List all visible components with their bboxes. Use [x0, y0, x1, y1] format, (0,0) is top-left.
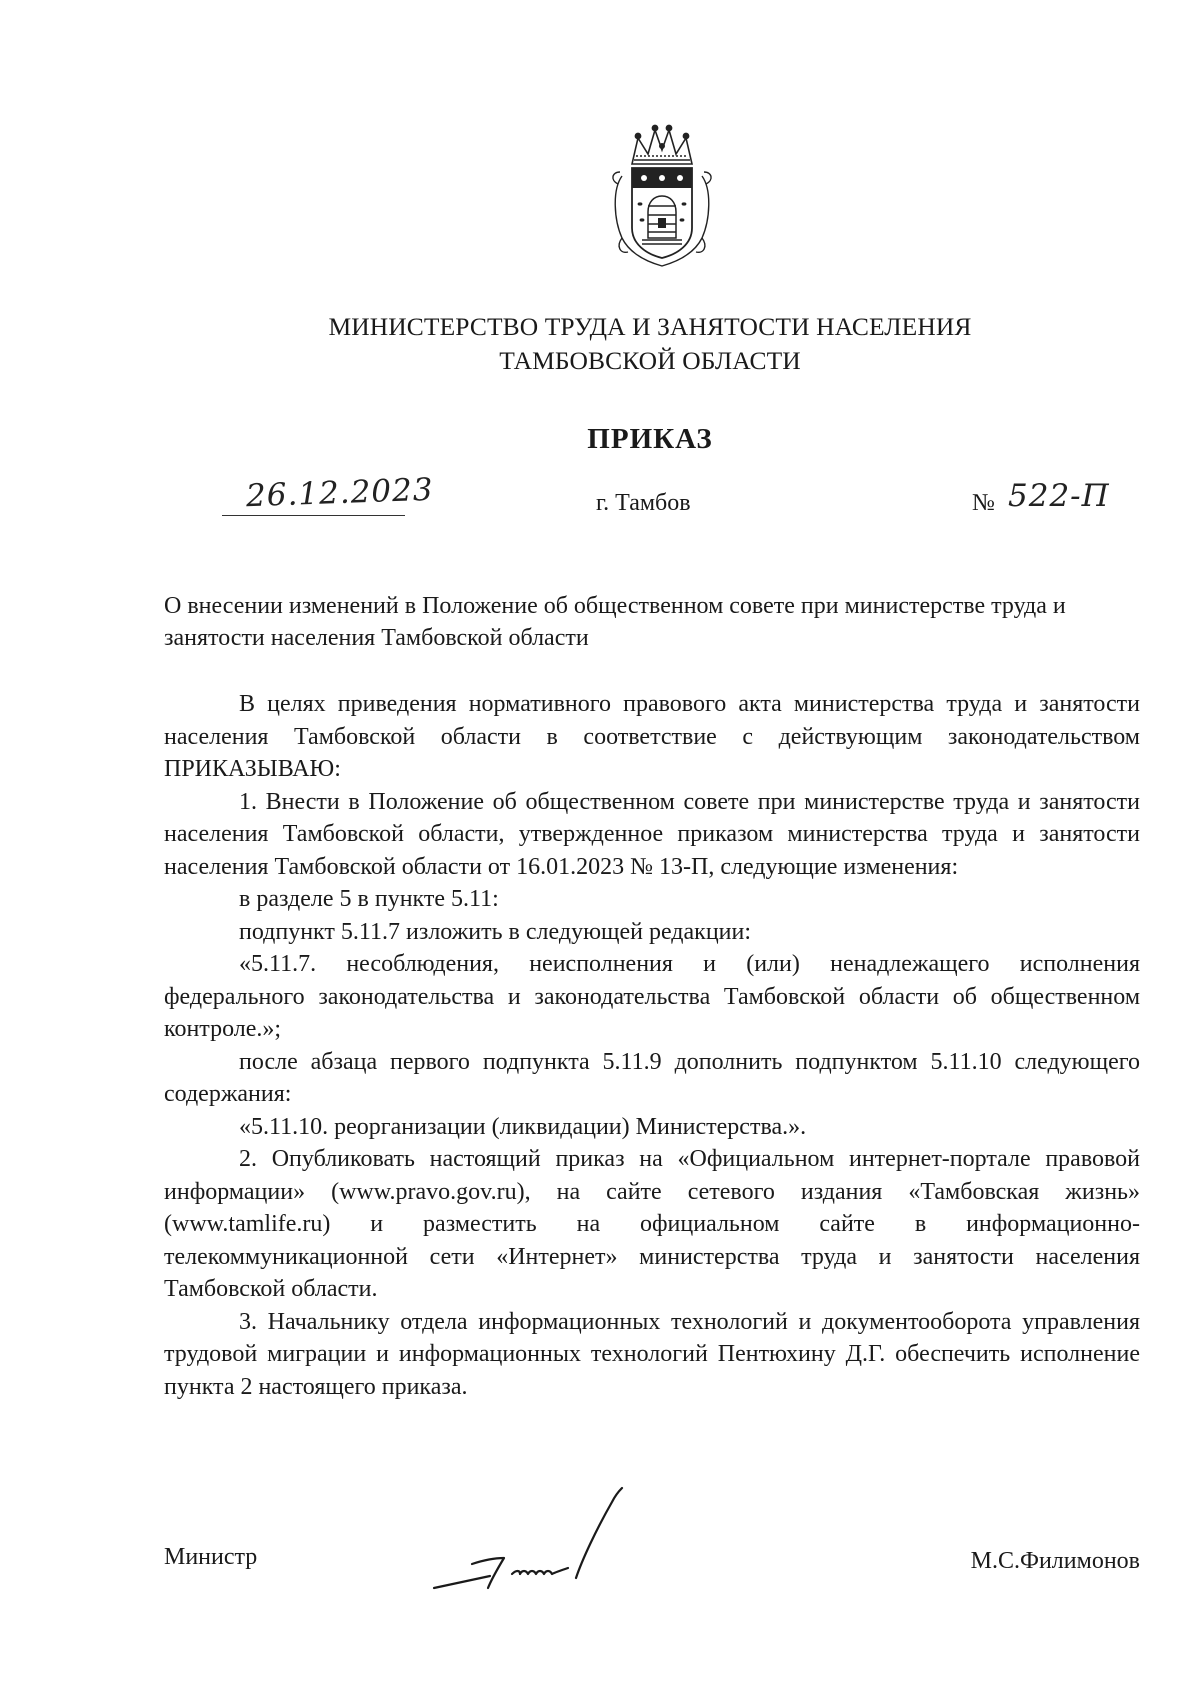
ministry-name-line1: МИНИСТЕРСТВО ТРУДА И ЗАНЯТОСТИ НАСЕЛЕНИЯ: [328, 312, 972, 341]
ministry-name-line2: ТАМБОВСКОЙ ОБЛАСТИ: [499, 346, 801, 375]
signature-block: [164, 1530, 1140, 1610]
body-paragraph: подпункт 5.11.7 изложить в следующей редакции:: [239, 918, 752, 945]
body-paragraph: «5.11.10. реорганизации (ликвидации) Министерства.».: [239, 1113, 807, 1140]
body-paragraph: после абзаца первого подпункта 5.11.9 дополнить подпунктом 5.11.10 следующего содержания:: [164, 1048, 1140, 1107]
document-city: г. Тамбов: [596, 490, 691, 516]
body-paragraph: 1. Внести в Положение об общественном совете при министерстве труда и занятости населения Тамбовской области, утвержденное приказом министерства труда и занятости населения Тамбовской области от 16.01.2023 № 13-П, следующие изменения:: [164, 788, 1140, 880]
signatory-role: Министр: [164, 1544, 258, 1570]
signatory-name: М.С.Филимонов: [970, 1548, 1140, 1574]
handwritten-signature-icon: [432, 1480, 662, 1600]
body-paragraph: 2. Опубликовать настоящий приказ на «Официальном интернет-портале правовой информации» (www.pravo.gov.ru), на сайте сетевого издания «Тамбовская жизнь» (www.tamlife.ru) и разместить на официальном сайте в информационно-телекоммуникационной сети «Интернет» министерства труда и занятости населения Тамбовской области.: [164, 1146, 1140, 1302]
document-date: 26.12.2023: [245, 471, 435, 515]
body-paragraph: 3. Начальнику отдела информационных технологий и документооборота управления трудовой миграции и информационных технологий Пентюхину Д.Г. обеспечить исполнение пункта 2 настоящего приказа.: [164, 1308, 1140, 1400]
body-paragraph: в разделе 5 в пункте 5.11:: [239, 886, 499, 912]
ministry-name: [150, 310, 1150, 378]
document-subject: О внесении изменений в Положение об общественном совете при министерстве труда и занятости населения Тамбовской области: [164, 593, 1066, 651]
number-sign: №: [972, 490, 995, 516]
body-paragraph: «5.11.7. несоблюдения, неисполнения и (или) ненадлежащего исполнения федерального законодательства и законодательства Тамбовской области об общественном контроле.»;: [164, 951, 1140, 1042]
body-paragraph: В целях приведения нормативного правового акта министерства труда и занятости населения Тамбовской области в соответствие с действующим законодательством ПРИКАЗЫВАЮ:: [164, 691, 1140, 782]
coat-of-arms-icon: [608, 120, 716, 270]
document-type-title: ПРИКАЗ: [587, 423, 713, 455]
document-number: 522-П: [1008, 478, 1110, 514]
document-body: [164, 688, 1140, 1403]
